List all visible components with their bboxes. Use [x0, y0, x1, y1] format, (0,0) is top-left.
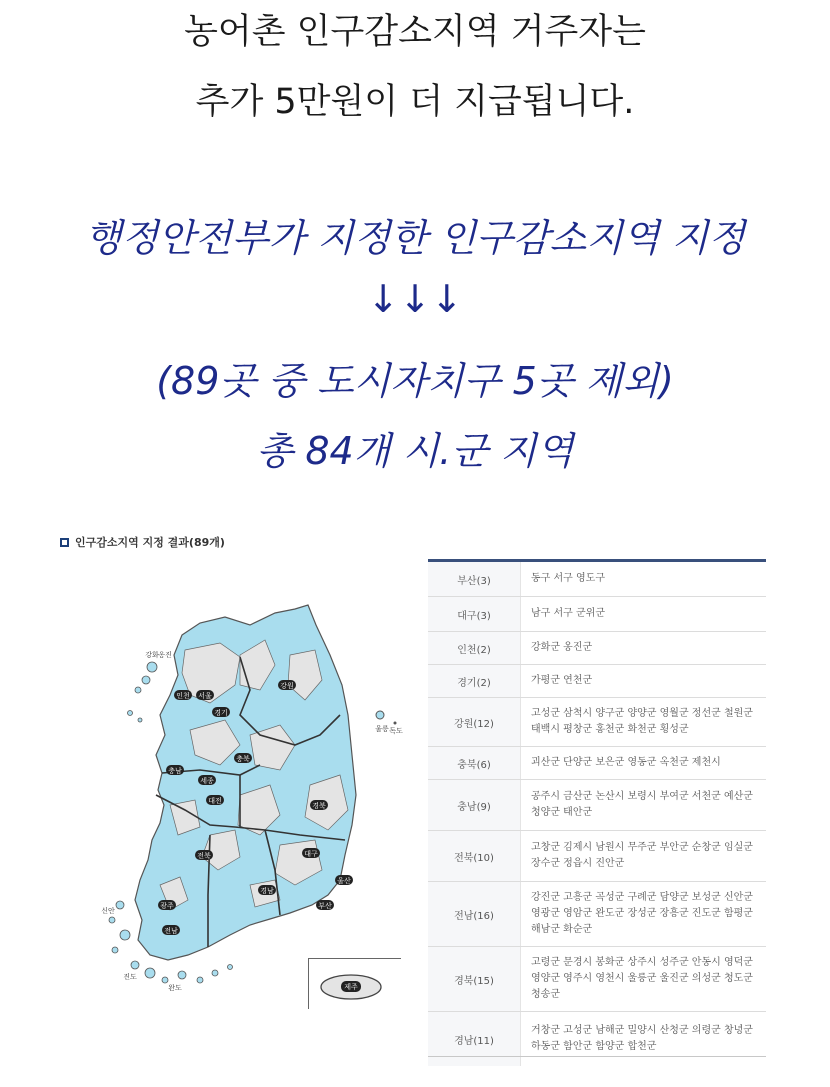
- table-row: [428, 1012, 766, 1066]
- table-region: 경남(11): [428, 1012, 521, 1066]
- jeju-svg: [309, 959, 401, 1009]
- table-row: [428, 831, 766, 882]
- map-label-ongjin: 옹진: [158, 651, 172, 659]
- map-label-gyeongnam: 경남: [260, 887, 274, 895]
- table-list: 고성군 삼척시 양구군 양양군 영월군 정선군 철원군 태백시 평창군 홍천군 화천군 횡성군: [531, 708, 753, 735]
- map-label-dokdo: 독도: [389, 727, 403, 735]
- map-label-gyeongbuk: 경북: [312, 802, 326, 810]
- table-region: 인천(2): [428, 632, 521, 664]
- map-label-jeonbuk: 전북: [197, 852, 211, 860]
- table-list: 강진군 고흥군 곡성군 구례군 담양군 보성군 신안군 영광군 영암군 완도군 장성군 장흥군 진도군 함평군 해남군 화순군: [531, 892, 753, 935]
- map-label-incheon: 인천: [176, 692, 190, 700]
- table-bottom-border: [428, 1056, 766, 1057]
- table-region: 전남(16): [428, 882, 521, 946]
- table-region: 대구(3): [428, 597, 521, 631]
- map-label-wando: 완도: [168, 984, 182, 992]
- map-label-seoul: 서울: [198, 692, 212, 700]
- intro-line-1: 농어촌 인구감소지역 거주자는: [184, 12, 646, 52]
- table-list: 괴산군 단양군 보은군 영동군 옥천군 제천시: [531, 757, 721, 768]
- table-region: 부산(3): [428, 562, 521, 596]
- highlight-line-3: 총 84개 시.군 지역: [256, 429, 574, 473]
- table-row: [428, 882, 766, 947]
- table-list: 고령군 문경시 봉화군 상주시 성주군 안동시 영덕군 영양군 영주시 영천시 울릉군 울진군 의성군 청도군 청송군: [531, 957, 753, 1000]
- table-row: [428, 597, 766, 632]
- intro-line-2: 추가 5만원이 더 지급됩니다.: [195, 82, 635, 122]
- korea-map: [90, 595, 425, 1005]
- table-row: [428, 632, 766, 665]
- map-label-jindo: 진도: [123, 973, 137, 981]
- table-row: [428, 665, 766, 698]
- square-bullet-icon: [60, 538, 69, 547]
- table-list: 거창군 고성군 남해군 밀양시 산청군 의령군 창녕군 하동군 함안군 함양군 합천군: [531, 1025, 753, 1052]
- map-label-gangwon: 강원: [280, 682, 294, 690]
- panel-title: [60, 534, 225, 550]
- highlight-line-1: 행정안전부가 지정한 인구감소지역 지정: [84, 216, 746, 260]
- panel-title-text: 인구감소지역 지정 결과(89개): [75, 536, 225, 549]
- table-row: [428, 562, 766, 597]
- table-row: [428, 947, 766, 1012]
- ulleung-island: [376, 711, 384, 719]
- table-list: 강화군 옹진군: [531, 642, 593, 653]
- table-region: 경기(2): [428, 665, 521, 697]
- table-region: 전북(10): [428, 831, 521, 881]
- korea-map-svg: [90, 595, 425, 1005]
- table-list: 남구 서구 군위군: [531, 608, 605, 619]
- table-list: 공주시 금산군 논산시 보령시 부여군 서천군 예산군 청양군 태안군: [531, 791, 753, 818]
- map-label-ulsan: 울산: [337, 877, 351, 885]
- dokdo-island: [394, 722, 397, 725]
- map-label-sinan: 신안: [101, 907, 115, 915]
- table-row: [428, 780, 766, 831]
- map-label-daegu: 대구: [304, 850, 318, 858]
- map-label-chungnam: 충남: [168, 767, 182, 775]
- map-label-busan: 부산: [318, 902, 332, 910]
- map-label-ganghwa: 강화: [145, 651, 159, 659]
- map-label-daejeon: 대전: [208, 797, 222, 805]
- table-region: 경북(15): [428, 947, 521, 1011]
- designated-region-table: [428, 559, 766, 1066]
- map-label-gwangju: 광주: [160, 902, 174, 910]
- table-region: 충북(6): [428, 747, 521, 779]
- map-label-chungbuk: 충북: [236, 755, 250, 763]
- down-arrows: ↓↓↓: [367, 277, 463, 321]
- map-label-sejong: 세종: [200, 777, 214, 785]
- map-label-gyeonggi: 경기: [214, 709, 228, 717]
- map-label-jeju: 제주: [344, 983, 358, 991]
- table-region: 강원(12): [428, 698, 521, 746]
- jeju-inset: [308, 958, 401, 1009]
- table-list: 가평군 연천군: [531, 675, 593, 686]
- map-label-ulleung: 울릉: [375, 725, 389, 733]
- map-label-jeonnam: 전남: [164, 927, 178, 935]
- table-list: 동구 서구 영도구: [531, 573, 605, 584]
- table-row: [428, 747, 766, 780]
- table-region: 충남(9): [428, 780, 521, 830]
- highlight-line-2: (89곳 중 도시자치구 5곳 제외): [156, 359, 674, 403]
- table-row: [428, 698, 766, 747]
- table-list: 고창군 김제시 남원시 무주군 부안군 순창군 임실군 장수군 정읍시 진안군: [531, 842, 753, 869]
